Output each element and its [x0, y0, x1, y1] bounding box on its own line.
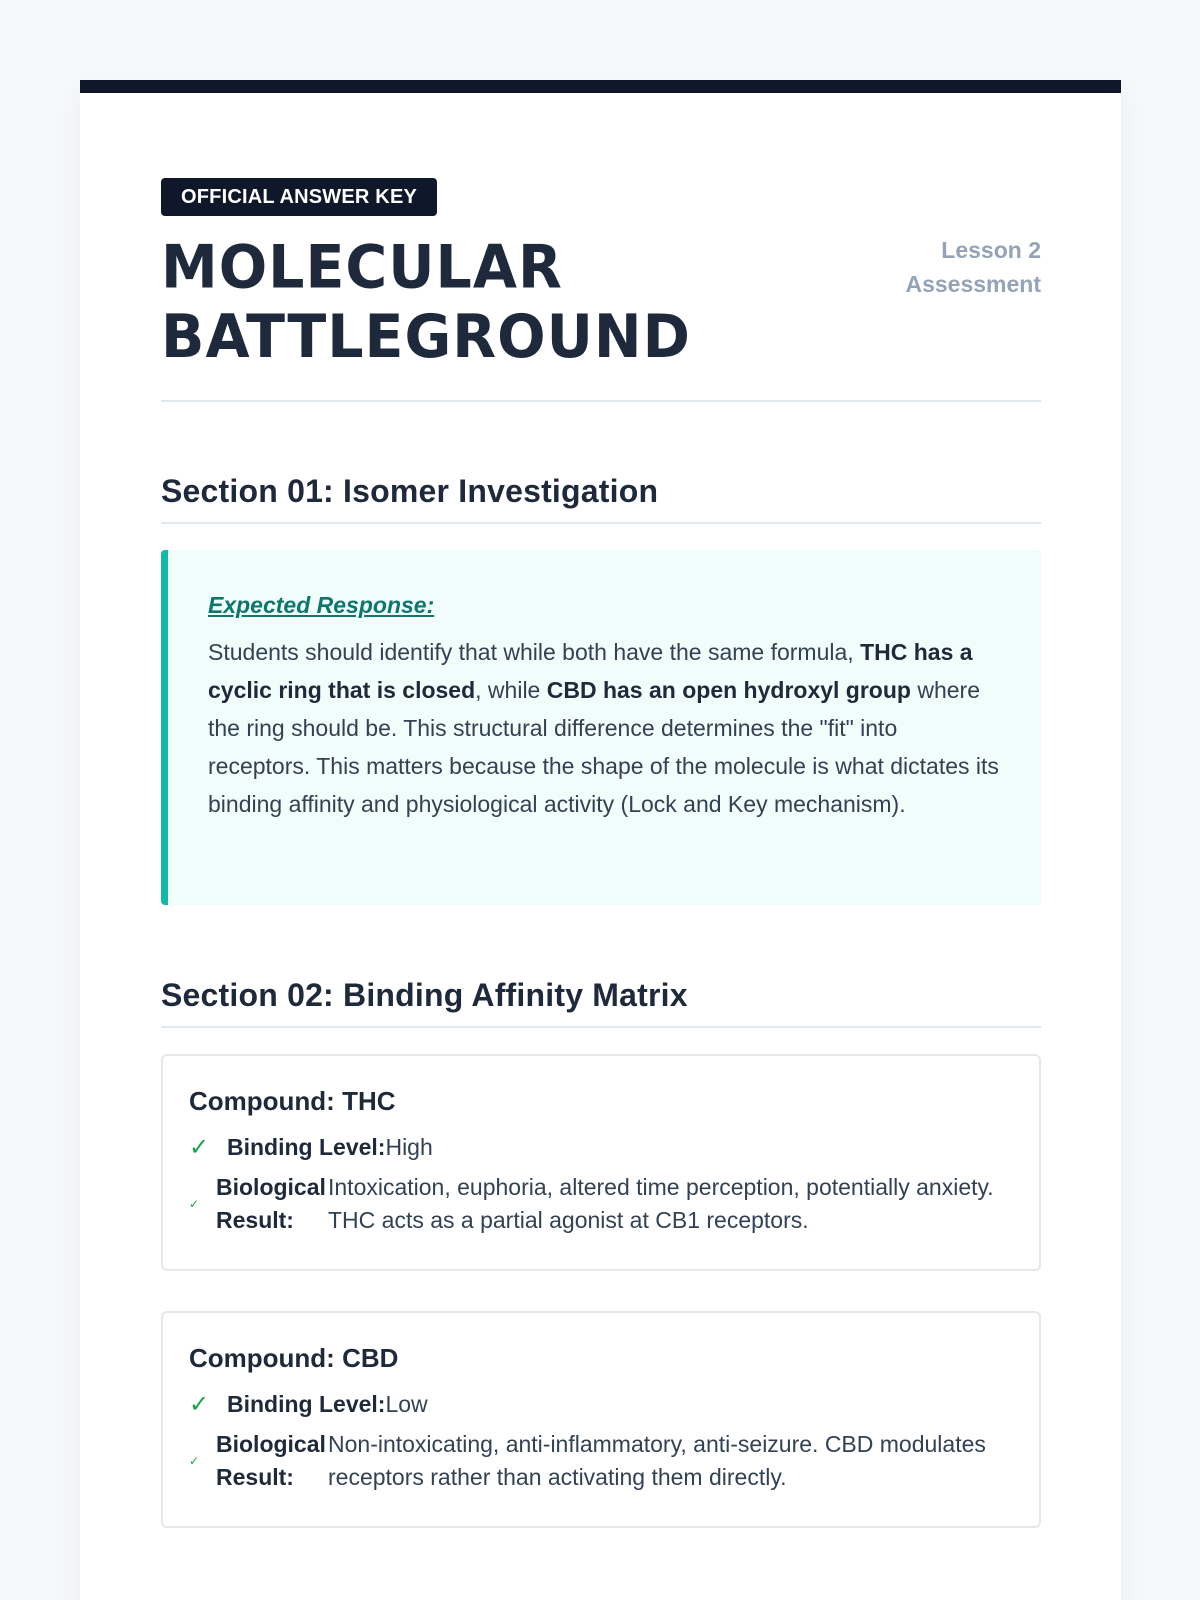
compound-title: Compound: CBD [189, 1343, 399, 1373]
binding-level-value: High [385, 1134, 433, 1160]
binding-level-label: Binding Level: [227, 1391, 386, 1417]
expected-response-box [161, 550, 1041, 905]
header-divider [161, 400, 1041, 402]
lesson-label [841, 233, 1041, 301]
binding-level-value: Low [385, 1391, 428, 1417]
check-icon: ✓ [189, 1134, 210, 1161]
check-icon: ✓ [189, 1391, 210, 1418]
response-text-part-3: where the ring should be. This structural difference determines the "fit" into receptors. This matters because the shape of the molecule is what dictates its binding affinity and physiological activity (Lock and Key mechanism). [208, 677, 999, 817]
compound-card-cbd [161, 1311, 1041, 1528]
expected-response-label: Expected Response: [208, 592, 435, 618]
page-title-line-2: BATTLEGROUND [161, 302, 691, 372]
answer-key-badge: OFFICIAL ANSWER KEY [161, 178, 437, 216]
biological-result-label: Biological Result: [216, 1174, 326, 1233]
binding-level-row [189, 1131, 1013, 1164]
response-bold-thc: THC has a cyclic ring that is closed [208, 639, 973, 703]
answer-key-card [80, 80, 1121, 1600]
binding-level-row [189, 1388, 1013, 1421]
response-text-part-1: Students should identify that while both have the same formula, [208, 639, 861, 665]
check-icon: ✓ [189, 1196, 200, 1211]
response-bold-cbd: CBD has an open hydroxyl group [546, 677, 911, 703]
biological-result-label: Biological Result: [216, 1431, 326, 1490]
section-2-heading: Section 02: Binding Affinity Matrix [161, 977, 1041, 1028]
response-text-part-2: , while [475, 677, 547, 703]
section-1-heading: Section 01: Isomer Investigation [161, 473, 1041, 524]
compound-title: Compound: THC [189, 1086, 396, 1116]
biological-result-value: Intoxication, euphoria, altered time perception, potentially anxiety. THC acts as a partial agonist at CB1 receptors. [328, 1174, 994, 1233]
page-title-line-1: MOLECULAR [161, 233, 563, 303]
biological-result-value: Non-intoxicating, anti-inflammatory, anti-seizure. CBD modulates receptors rather than activating them directly. [328, 1431, 986, 1490]
expected-response-text [208, 633, 1001, 823]
compound-card-thc [161, 1054, 1041, 1271]
binding-level-label: Binding Level: [227, 1134, 386, 1160]
biological-result-row [189, 1171, 1013, 1237]
check-icon: ✓ [189, 1453, 200, 1468]
lesson-type: Assessment [905, 271, 1041, 297]
lesson-number: Lesson 2 [941, 237, 1041, 263]
biological-result-row [189, 1428, 1013, 1494]
page-title [161, 233, 801, 372]
